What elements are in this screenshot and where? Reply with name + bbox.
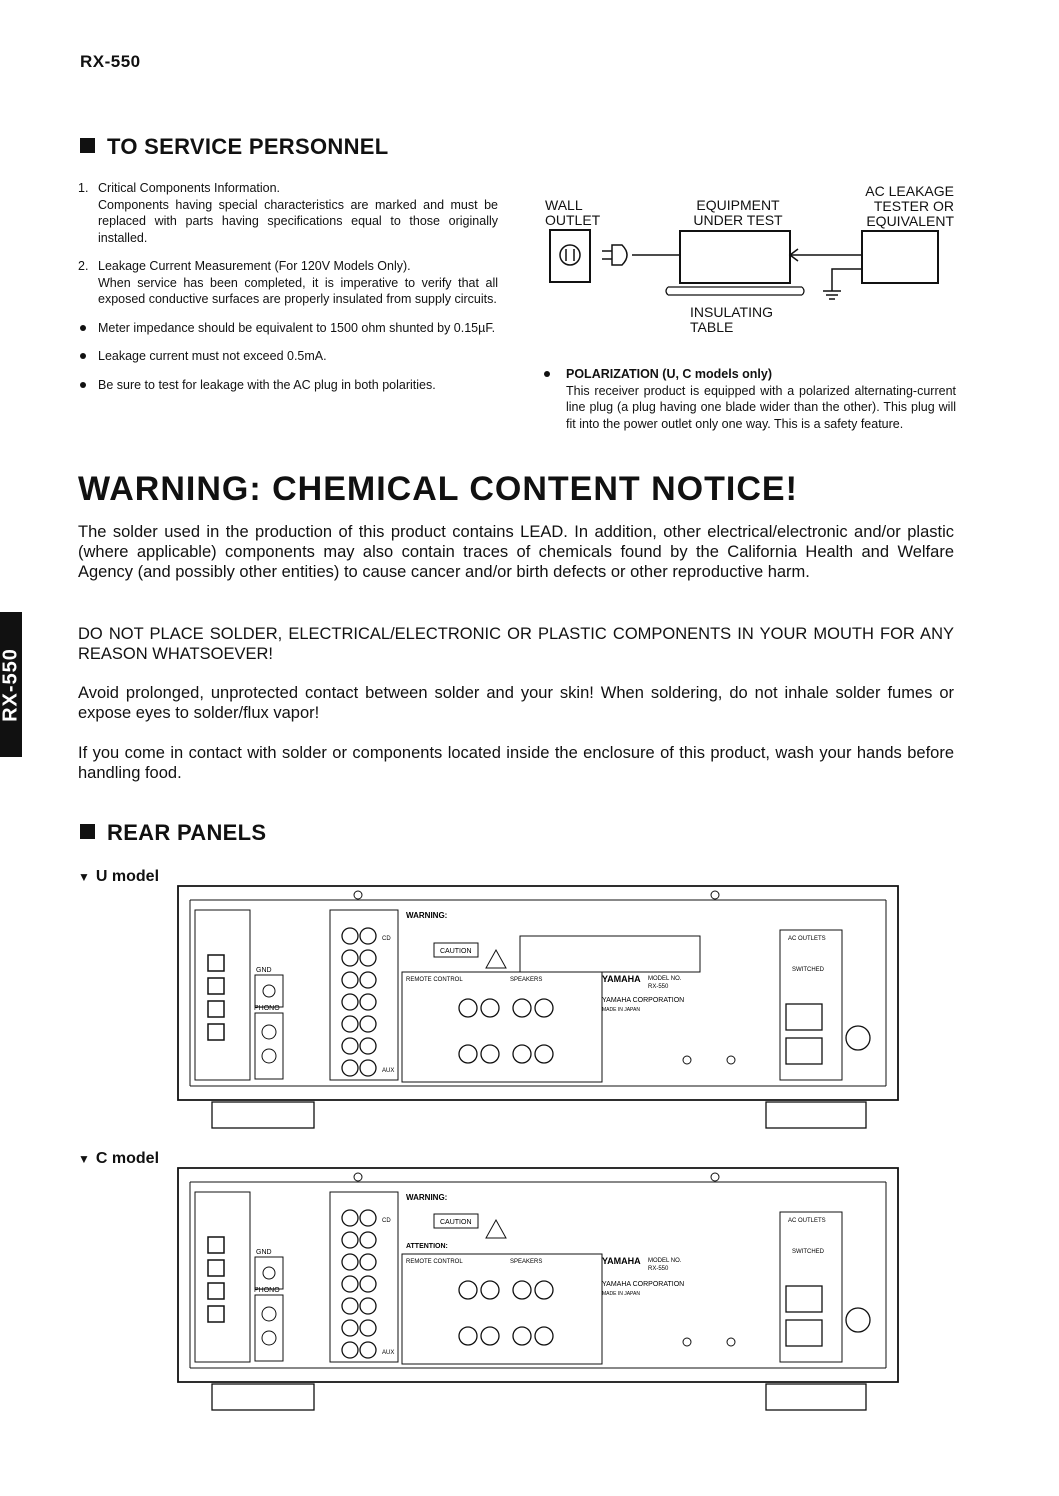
cd-label: CD <box>382 1218 391 1224</box>
aux-label: AUX <box>382 1350 395 1356</box>
power-cord-icon <box>846 1026 870 1050</box>
triangle-down-icon: ▼ <box>78 1152 90 1166</box>
polarization-note <box>542 366 956 432</box>
warning-paragraph: Avoid prolonged, unprotected contact between solder and your skin! When soldering, do not inhale solder fumes or expose eyes to solder/flux vapor! <box>78 684 954 722</box>
made-in-label: MADE IN JAPAN <box>602 1007 640 1013</box>
model-no-label: MODEL NO. <box>648 1258 682 1264</box>
list-item <box>78 377 498 394</box>
square-bullet-icon <box>80 138 95 153</box>
corporation-label: YAMAHA CORPORATION <box>602 997 685 1004</box>
panel-chassis <box>178 886 898 1100</box>
list-item <box>78 258 498 308</box>
side-tab-text: RX-550 <box>0 647 22 722</box>
antenna-section <box>195 910 250 1080</box>
item-title: Critical Components Information. <box>98 181 281 195</box>
ground-icon <box>823 291 841 299</box>
bullet-icon <box>80 382 86 388</box>
polarization-title-text: POLARIZATION (U, C models only) <box>566 367 773 381</box>
phono-label: PHONO <box>254 1287 280 1294</box>
switched-label: SWITCHED <box>792 967 824 973</box>
gnd-terminal <box>255 975 283 1007</box>
c-model-text: C model <box>95 1150 160 1167</box>
list-item <box>78 320 498 337</box>
brand-label: YAMAHA <box>602 1256 641 1266</box>
phono-jacks <box>255 1295 283 1361</box>
ac-outlet <box>786 1038 822 1064</box>
antenna-terminal <box>208 978 224 994</box>
insulating-table-shape <box>666 287 804 295</box>
warning-label: WARNING: <box>406 911 448 920</box>
phono-label: PHONO <box>254 1005 280 1012</box>
u-model-text: U model <box>95 868 160 885</box>
gnd-screw-icon <box>263 1267 275 1279</box>
rear-heading <box>80 820 266 846</box>
speaker-terminals <box>459 999 553 1063</box>
rca-jacks <box>342 1210 376 1358</box>
page-model-header: RX-550 <box>80 52 141 71</box>
antenna-terminal <box>208 1283 224 1299</box>
label-line: WALL <box>545 197 583 213</box>
switched-label: SWITCHED <box>792 1249 824 1255</box>
warning-paragraph: DO NOT PLACE SOLDER, ELECTRICAL/ELECTRONIC OR PLASTIC COMPONENTS IN YOUR MOUTH FOR ANY REASON WHATSOEVER! <box>78 625 954 663</box>
remote-label: REMOTE CONTROL <box>406 1259 463 1265</box>
item-number: 2. <box>78 259 89 273</box>
aux-label: AUX <box>382 1068 395 1074</box>
ac-outlet-panel <box>780 930 842 1080</box>
antenna-terminal <box>208 1260 224 1276</box>
wall-outlet-box <box>550 230 590 282</box>
model-no-label: MODEL NO. <box>648 976 682 982</box>
gnd-screw-icon <box>263 985 275 997</box>
screw-icon <box>711 1173 719 1181</box>
bullet-text: Leakage current must not exceed 0.5mA. <box>98 349 327 363</box>
screw-icon <box>354 891 362 899</box>
speaker-terminal-area <box>402 1254 602 1364</box>
speakers-label: SPEAKERS <box>510 1259 543 1265</box>
warning-triangle-icon <box>486 1220 506 1238</box>
list-item <box>78 348 498 365</box>
u-model-label <box>78 868 159 886</box>
antenna-terminal <box>208 1024 224 1040</box>
side-tab <box>0 612 22 757</box>
panel-chassis <box>178 1168 898 1382</box>
equipment-label <box>688 198 788 228</box>
ac-outlet-panel <box>780 1212 842 1362</box>
label-line: TESTER OR <box>873 198 954 214</box>
bullet-icon <box>544 371 550 377</box>
ground-wire <box>832 269 862 291</box>
ac-outlet <box>786 1286 822 1312</box>
foot-right <box>766 1384 866 1410</box>
warning-title: WARNING: CHEMICAL CONTENT NOTICE! <box>78 470 798 508</box>
speaker-terminals <box>459 1281 553 1345</box>
label-line: EQUIPMENT <box>696 197 780 213</box>
ac-outlets-label: AC OUTLETS <box>788 1218 826 1224</box>
foot-left <box>212 1102 314 1128</box>
item-title: Leakage Current Measurement (For 120V Models Only). <box>98 259 411 273</box>
label-line: EQUIVALENT <box>866 213 954 229</box>
bullet-icon <box>80 353 86 359</box>
screw-icon <box>727 1338 735 1346</box>
gnd-terminal <box>255 1257 283 1289</box>
label-line: AC LEAKAGE <box>865 183 954 199</box>
brand-label: YAMAHA <box>602 974 641 984</box>
rear-panel-c <box>170 1162 910 1422</box>
caution-label: CAUTION <box>440 1219 472 1226</box>
bullet-icon <box>80 325 86 331</box>
tester-label <box>848 184 954 229</box>
speakers-label: SPEAKERS <box>510 977 543 983</box>
c-model-label <box>78 1150 159 1168</box>
cd-label: CD <box>382 936 391 942</box>
screw-icon <box>727 1056 735 1064</box>
antenna-terminal <box>208 1001 224 1017</box>
gnd-label: GND <box>256 1249 272 1256</box>
service-heading <box>80 134 388 160</box>
screw-icon <box>683 1338 691 1346</box>
fcc-label-box <box>520 936 700 972</box>
item-body: When service has been completed, it is imperative to verify that all exposed conductive surfaces are properly insulated from supply circuits. <box>98 275 498 306</box>
leakage-diagram <box>540 225 960 315</box>
corporation-label: YAMAHA CORPORATION <box>602 1281 685 1288</box>
rca-jacks <box>342 928 376 1076</box>
foot-left <box>212 1384 314 1410</box>
wall-outlet-label <box>545 198 600 228</box>
speaker-terminal-area <box>402 972 602 1082</box>
item-number: 1. <box>78 181 89 195</box>
antenna-terminal <box>208 1306 224 1322</box>
antenna-terminal <box>208 1237 224 1253</box>
remote-label: REMOTE CONTROL <box>406 977 463 983</box>
service-list <box>78 180 498 402</box>
polarization-title <box>542 366 956 383</box>
warning-paragraph: The solder used in the production of this product contains LEAD. In addition, other electrical/electronic and/or plastic (where applicable) components may also contain traces of chemicals found by the California Health and Welfare Agency (and possibly other entities) to cause cancer and/or birth defects or other reproductive harm. <box>78 523 954 581</box>
equipment-box <box>680 231 790 283</box>
phono-jacks <box>255 1013 283 1079</box>
polarization-body: This receiver product is equipped with a polarized alternating-current line plug (a plug having one blade wider than the other). This plug will fit into the power outlet only one way. This is a safety feature. <box>566 383 956 431</box>
attention-label: ATTENTION: <box>406 1243 448 1250</box>
bullet-text: Meter impedance should be equivalent to 1500 ohm shunted by 0.15µF. <box>98 320 496 335</box>
triangle-down-icon: ▼ <box>78 870 90 884</box>
screw-icon <box>711 891 719 899</box>
label-line: INSULATING <box>690 304 773 320</box>
plug-icon <box>602 245 627 265</box>
square-bullet-icon <box>80 824 95 839</box>
model-code-label: RX-550 <box>648 1266 669 1272</box>
antenna-terminal <box>208 955 224 971</box>
item-body: Components having special characteristics are marked and must be replaced with parts having specifications equal to those originally installed. <box>98 197 498 245</box>
tester-box <box>862 231 938 283</box>
antenna-section <box>195 1192 250 1362</box>
outlet-socket-icon <box>560 245 580 265</box>
list-item <box>78 180 498 246</box>
made-in-label: MADE IN JAPAN <box>602 1291 640 1297</box>
label-line: TABLE <box>690 319 734 335</box>
caution-label: CAUTION <box>440 948 472 955</box>
model-code-label: RX-550 <box>648 984 669 990</box>
ac-outlet <box>786 1004 822 1030</box>
warning-triangle-icon <box>486 950 506 968</box>
rear-panel-u <box>170 880 910 1140</box>
rear-heading-text: REAR PANELS <box>107 820 267 845</box>
ac-outlet <box>786 1320 822 1346</box>
screw-icon <box>683 1056 691 1064</box>
warning-paragraph: If you come in contact with solder or components located inside the enclosure of this product, wash your hands before handling food. <box>78 744 954 782</box>
foot-right <box>766 1102 866 1128</box>
bullet-text: Be sure to test for leakage with the AC plug in both polarities. <box>98 377 436 392</box>
gnd-label: GND <box>256 967 272 974</box>
warning-label: WARNING: <box>406 1193 448 1202</box>
ac-outlets-label: AC OUTLETS <box>788 936 826 942</box>
service-heading-text: TO SERVICE PERSONNEL <box>107 134 389 159</box>
label-line: OUTLET <box>545 212 601 228</box>
screw-icon <box>354 1173 362 1181</box>
power-cord-icon <box>846 1308 870 1332</box>
label-line: UNDER TEST <box>693 212 783 228</box>
